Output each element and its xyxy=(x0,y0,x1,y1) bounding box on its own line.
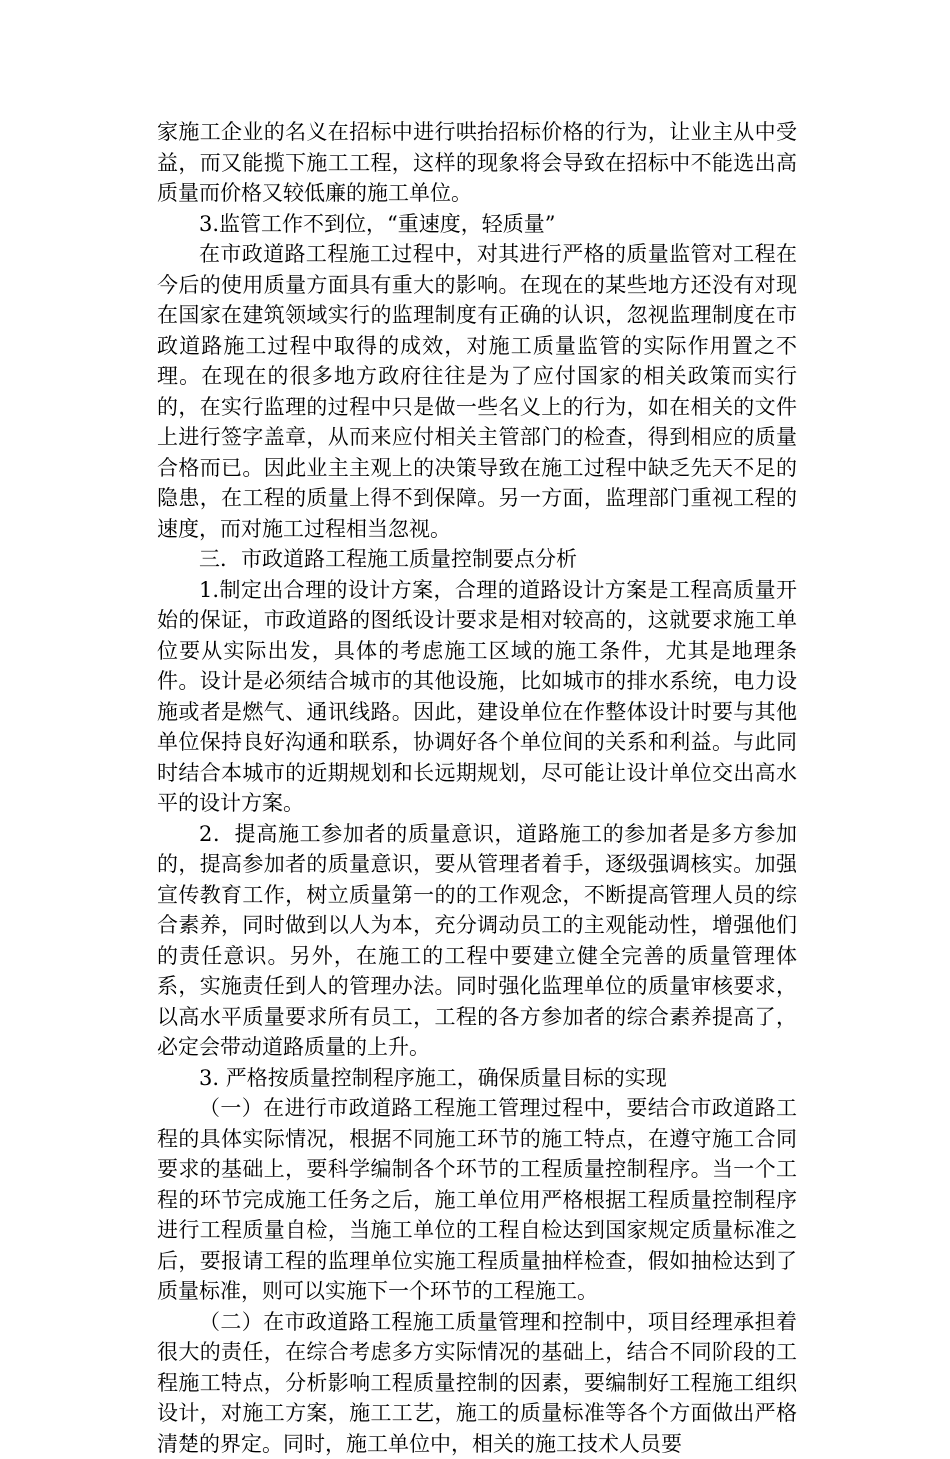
paragraph-procedure-one: （一）在进行市政道路工程施工管理过程中，要结合市政道路工程的具体实际情况，根据不同施工环节的施工特点，在遵守施工合同要求的基础上，要科学编制各个环节的工程质量控制程序。当一个工程的环节完成施工任务之后，施工单位用严格根据工程质量控制程序进行工程质量自检，当施工单位的工程自检达到国家规定质量标准之后，要报请工程的监理单位实施工程质量抽样检查，假如抽检达到了质量标准，则可以实施下一个环节的工程施工。 xyxy=(157,1093,797,1307)
document-page xyxy=(157,117,797,1459)
paragraph-design-plan: 1.制定出合理的设计方案，合理的道路设计方案是工程高质量开始的保证，市政道路的图纸设计要求是相对较高的，这就要求施工单位要从实际出发，具体的考虑施工区域的施工条件，尤其是地理条件。设计是必须结合城市的其他设施，比如城市的排水系统，电力设施或者是燃气、通讯线路。因此，建设单位在作整体设计时要与其他单位保持良好沟通和联系，协调好各个单位间的关系和利益。与此同时结合本城市的近期规划和长远期规划，尽可能让设计单位交出高水平的设计方案。 xyxy=(157,575,797,819)
subheading-control-procedure: 3. 严格按质量控制程序施工，确保质量目标的实现 xyxy=(157,1063,797,1094)
paragraph-supervision: 在市政道路工程施工过程中，对其进行严格的质量监管对工程在今后的使用质量方面具有重大的影响。在现在的某些地方还没有对现在国家在建筑领域实行的监理制度有正确的认识，忽视监理制度在市政道路施工过程中取得的成效，对施工质量监管的实际作用置之不理。在现在的很多地方政府往往是为了应付国家的相关政策而实行的，在实行监理的过程中只是做一些名义上的行为，如在相关的文件上进行签字盖章，从而来应付相关主管部门的检查，得到相应的质量合格而已。因此业主主观上的决策导致在施工过程中缺乏先天不足的隐患，在工程的质量上得不到保障。另一方面，监理部门重视工程的速度，而对施工过程相当忽视。 xyxy=(157,239,797,544)
section-heading-quality-control: 三．市政道路工程施工质量控制要点分析 xyxy=(157,544,797,575)
subheading-supervision: 3.监管工作不到位，“重速度，轻质量” xyxy=(157,209,797,240)
paragraph-procedure-two: （二）在市政道路工程施工质量管理和控制中，项目经理承担着很大的责任，在综合考虑多方实际情况的基础上，结合不同阶段的工程施工特点，分析影响工程质量控制的因素，要编制好工程施工组织设计，对施工方案，施工工艺，施工的质量标准等各个方面做出严格清楚的界定。同时，施工单位中，相关的施工技术人员要 xyxy=(157,1307,797,1459)
paragraph-continuation: 家施工企业的名义在招标中进行哄抬招标价格的行为，让业主从中受益，而又能揽下施工工程，这样的现象将会导致在招标中不能选出高质量而价格又较低廉的施工单位。 xyxy=(157,117,797,209)
paragraph-quality-awareness: 2．提高施工参加者的质量意识，道路施工的参加者是多方参加的，提高参加者的质量意识，要从管理者着手，逐级强调核实。加强宣传教育工作，树立质量第一的的工作观念，不断提高管理人员的综合素养，同时做到以人为本，充分调动员工的主观能动性，增强他们的责任意识。另外，在施工的工程中要建立健全完善的质量管理体系，实施责任到人的管理办法。同时强化监理单位的质量审核要求，以高水平质量要求所有员工，工程的各方参加者的综合素养提高了，必定会带动道路质量的上升。 xyxy=(157,819,797,1063)
